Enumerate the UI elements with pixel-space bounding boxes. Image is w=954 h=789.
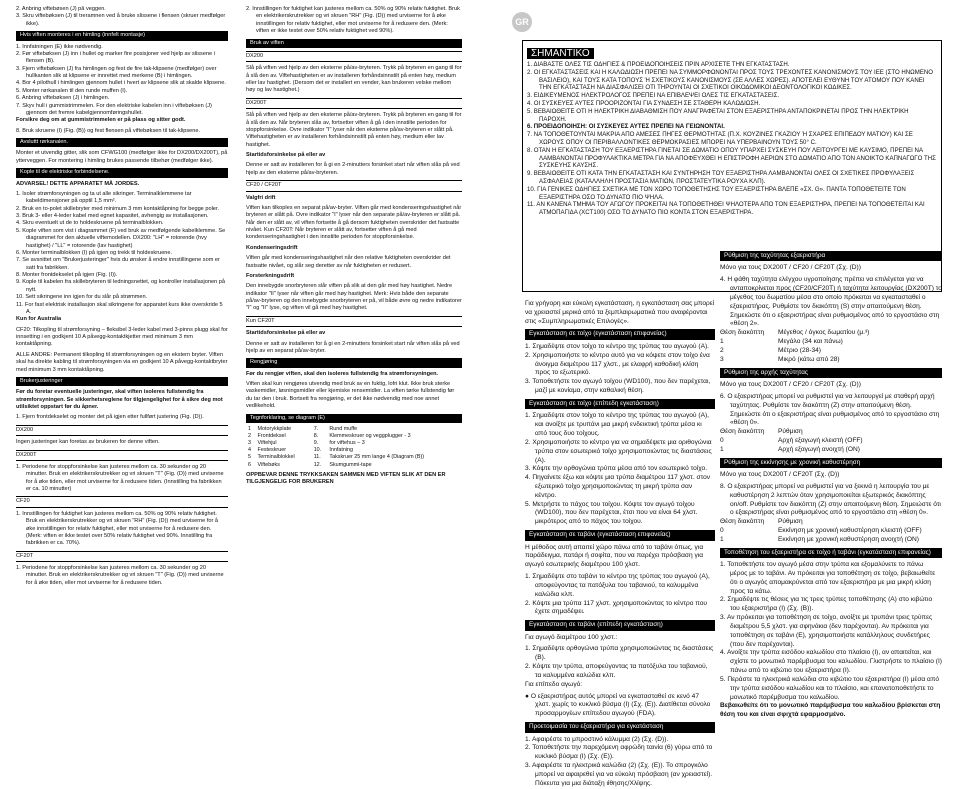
- table-cell: Μικρό (κάτω από 28): [778, 355, 840, 363]
- section-header: Tegnforklaring, se diagram (E): [246, 414, 462, 423]
- list-item: 3. Αφαιρέστε τα ηλεκτρικά καλώδια (2) (Σχ. (E)). Το σπρογκόλο μπορεί να αφαιρεθεί για να εύκολη πρόσβαση (αν χρειαστεί). Πόκευτα για μια διάταξη ιίθησης/Χλίψης.: [525, 762, 713, 787]
- bold-paragraph: Kun for Australia: [16, 316, 62, 323]
- table-cell: 11.: [313, 454, 321, 461]
- list-item: 9. Kople til kabelen fra skillebryteren til ledningsnettet, og kontroller installasjonen på nytt.: [16, 279, 225, 293]
- paragraph: ALLE ANDRE: Permanent tilkopling til strømforsyningen og en ekstern bryter. Viften skal ha direkte kabling til strømforsyningen via en godkjent 10 A påvegg-kontaktbryter med minimum 3 mm kontaktåpning.: [16, 351, 228, 373]
- table-cell: 2: [720, 346, 724, 354]
- table-cell: 1: [720, 445, 724, 453]
- paragraph: Ingen justeringer kan foretas av brukeren for denne viften.: [16, 439, 160, 446]
- table-row: [246, 426, 462, 433]
- section-header: Ρύθμιση της ταχύτητας εξαεριστήρα: [720, 251, 942, 261]
- list-item: 2. Κόψτε την τρύπα, αποφεύγοντας τα πατόξυλα του ταβανιού, τα καλυμμένα καλώδια κλπ.: [525, 663, 708, 679]
- bold-paragraph: Forsikre deg om at gummistrimmelen er på plass og sitter godt.: [16, 117, 186, 124]
- section-header: CF20T: [16, 551, 228, 562]
- section-header: DX200T: [16, 450, 228, 461]
- section-header: Brukerjusteringer: [16, 377, 228, 386]
- section-header: DX200: [246, 51, 462, 62]
- table-cell: Viftehjul: [257, 440, 277, 447]
- table-cell: Skumgummi-tape: [329, 461, 372, 468]
- list-item: 5. Μετρήστε το πάχος του τοίχου. Κόψτε τον αγωγό τοίχου (WD100), που δεν παρέχεται, έτσι που να είναι 64 χλστ. μικρότερος από το πάχος του τοίχου.: [525, 500, 698, 526]
- bold-paragraph: Før du foretar eventuelle justeringer, skal viften isoleres fullstendig fra strømforsyningen. Se sikkerhetsreglene for tilgjengelighet for å sikre deg mot utilsiktet oppstart før du åpner.: [16, 389, 223, 410]
- list-item: 1. Periodene for stoppforsinkelse kan justeres mellom ca. 30 sekunder og 20 minutter. Bruk en elektrikerskrutrekker og vri skruen "T" (Fig. (D)) med urviserne for å øke tiden, eller mot urviserne for å redusere tiden. (Innstilling fra fabrikken er ca. 10 minutter): [16, 463, 224, 492]
- list-item: 5. Monter rørkanalen til den runde muffen (I).: [16, 87, 128, 94]
- table-cell: 6: [248, 461, 251, 468]
- bold-paragraph: Før du rengjør viften, skal den isoleres fullstendig fra strømforsyningen.: [246, 370, 439, 377]
- list-item: 3. Fjern viftebøksen (J) fra himlingen og fest de fire tak-klipsene (medfølger) over hullkanten slik at klipsene er innrettet med merkene (B) i himlingen.: [16, 65, 217, 79]
- list-item: 1. Σημαδέψτε ορθογώνια τρύπα χρησιμοποιώντας τις διαστάσεις (B).: [525, 645, 714, 662]
- section-header: Kun CF20T: [246, 316, 462, 327]
- paragraph: Denne er satt av installeren for å gi en 2-minutters forsinket start når viften slås på ved hjelp av en separat på/av-bryter.: [246, 340, 460, 354]
- bold-paragraph: Valgfri drift: [246, 194, 276, 201]
- section-header: Εγκατάσταση σε ταβάνι (εγκατάσταση επιφανείας): [525, 530, 715, 540]
- list-item: 1. Fjern frontdekselet og monter det på igjen etter fullført justering (Fig. (D)).: [16, 414, 204, 421]
- important-item: 3. ΕΙΔΙΚΕΥΜΕΝΟΣ ΗΛΕΚΤΡΟΛΟΓΟΣ ΠΡΕΠΕΙ ΝΑ ΕΠΙΒΛΕΨΕΙ ΟΛΕΣ ΤΙΣ ΕΓΚΑΤΑΣΤΑΣΕΙΣ.: [527, 92, 780, 100]
- table-cell: 9.: [313, 440, 319, 447]
- list-item: 1. Σημαδέψτε στον τοίχο το κέντρο της τρύπας του αγωγού (A).: [525, 342, 709, 350]
- section-header: Avsluttt rørkanalen.: [16, 138, 228, 147]
- column-norwegian-2: [246, 6, 462, 489]
- column-greek-1: [525, 300, 715, 789]
- list-item: 2. Χρησιμοποιήστε το κέντρο αυτό για να κόψετε στον τοίχο ένα άνοιγμα διαμέτρου 117 χλστ., με ελαφρή καθοδική κλίση προς το εξωτερικό.: [525, 351, 710, 377]
- section-header: DX200T: [246, 98, 462, 109]
- section-header: Εγκατάσταση σε τοίχο (επίπεδη εγκατάσταση): [525, 399, 715, 409]
- list-item: 2. Σημαδέψτε τις θέσεις για τις τρεις τρύπες τοποθέτησης (A) στο κιβώτιο του εξαεριστήρα (I) (Σχ. (B)).: [720, 596, 933, 613]
- section-header: DX200: [16, 425, 228, 436]
- settings-table: [720, 428, 942, 454]
- table-cell: 2: [248, 433, 251, 439]
- section-header: Εγκατάσταση σε ταβάνι (επίπεδη εγκατάσταση): [525, 620, 715, 630]
- section-header: Hvis viften monteres i en himling (innfelt montasje): [16, 31, 228, 40]
- table-cell: Θέση διακόπτη: [720, 518, 765, 526]
- list-item: 8. Bruk skruene (I) (Fig. (B)) og fest flensen på viftebøksen til tak-klipsene.: [16, 127, 201, 134]
- parts-table: [246, 426, 462, 469]
- table-cell: Ρύθμιση: [778, 518, 803, 526]
- section-header: Rengjøring: [246, 358, 462, 367]
- table-cell: Terminalblokkel: [257, 454, 295, 461]
- paragraph: Slå på viften ved hjelp av den eksterne på/av-bryteren. Trykk på bryteren en gang til for å slå den av. Viftehastigheten er av installeren forhåndsinnstilt på enten høy, medium eller lav hastighet. (Dersom det er installert en vender, kan brukeren velske mellom høy og lav hastighet.): [246, 65, 462, 94]
- table-cell: 1: [720, 338, 724, 346]
- important-item: 7. ΝΑ ΤΟΠΟΘΕΤΟΥΝΤΑΙ ΜΑΚΡΙΑ ΑΠΟ ΑΜΕΣΕΣ ΠΗΓΕΣ ΘΕΡΜΟΤΗΤΑΣ (Π.Χ. ΚΟΥΖΙΝΕΣ ΓΚΑΖΙΟΥ Ή ΣΧΑΡΕΣ ΕΠΙΠΕΔΟΥ ΜΑΤΙΟΥ) ΚΑΙ ΣΕ ΧΩΡΟΥΣ ΟΠΟΥ ΟΙ ΠΕΡΙΒΑΛΛΟΝΤΙΚΕΣ ΘΕΡΜΟΚΡΑΣΙΕΣ ΜΠΟΡΕΙ ΝΑ ΥΠΕΡΒΑΙΝΟΥΝ ΤΟΥΣ 50° C.: [527, 131, 913, 146]
- section-header: CF20: [16, 496, 228, 507]
- table-cell: 0: [720, 436, 724, 444]
- list-item: 1. Isoler strømforsyningen og ta ut alle sikringer. Terminalklemmene tar kabeldimensjoner på opptil 1,5 mm².: [16, 190, 192, 205]
- table-cell: Αρχή εξαγωγή κλειστή (OFF): [778, 436, 863, 444]
- paragraph: Μόνο για τους DX200T / CF20T (Σχ. (D)): [720, 471, 840, 479]
- list-item: 10. Sett sikringene inn igjen for du slår på strømmen.: [16, 294, 148, 301]
- table-row: [246, 462, 462, 469]
- table-cell: Μέτριο (28-34): [778, 346, 822, 354]
- table-cell: Ρύθμιση: [778, 428, 803, 436]
- section-header: Ρύθμιση της αρχής ταχύτητας: [720, 368, 942, 378]
- bold-paragraph: Startidsforsinkelse på eller av: [246, 152, 326, 158]
- list-item: 1. Αφαιρέστε το μπροστινό κάλυμμα (2) (Σχ. (D)).: [525, 735, 669, 743]
- list-item: 3. Bruk 3- eller 4-leder kabel med egnet kapasitet, avhengig av installasjonen.: [16, 213, 209, 219]
- paragraph: Slå på viften ved hjelp av den eksterne på/av-bryteren. Trykk på bryteren en gang til for å slå den av. Når bryteren slås av, fortsetter viften å gå i den innstilte perioden for stoppforsinkelse. Ovre indikator "I" lyser når den eksterne på/av-bryteren er slått på. Viftehastigheten er av installeren forhåndsinnstilt på enten høy, medium eller lav hastighet.: [246, 112, 462, 148]
- table-cell: Viftebøks: [257, 461, 280, 468]
- table-cell: 4: [248, 447, 251, 454]
- paragraph: Monter et utvendig gitter, slik som CFWG100 (medfølger ikke for DX200/DX200T), på ytterveggen. For montering i himling brukes passende tilbehør (medfølger ikke).: [16, 150, 228, 164]
- paragraph: Μόνο για τους DX200T / CF20 / CF20T (Σχ. (D)): [720, 381, 861, 389]
- paragraph: Viften kan tilkoples en separat på/av-bryter. Viften går med kondenseringshastighet når bryteren er slått på. Ovre indikator "I" lyser når den separate på/av-bryteren er slått på. Når den er slått av, vil viften fortsette å gå dersom fuktigheten overskrider det fastsatte nivået. Kun CF20T: Når bryteren er slått av, fortsetter viften å gå med kondenseringshastighet i den innstilte perioden for stoppforsinkelse.: [246, 204, 462, 241]
- bold-paragraph: Startidsforsinkelse på eller av: [246, 330, 326, 337]
- list-item: 3. Τοποθετήστε τον αγωγό τοίχου (WD100), που δεν παρέχεται, μαζί με κονίαμα, στην καθαλική θέση.: [525, 378, 711, 395]
- paragraph: Viften går med kondenseringshastighet når den relative fuktigheten overskrider det fastsatte nivået, og slår seg deretter av når fuktigheten er redusert.: [246, 255, 451, 269]
- list-item: 2. Τοποθετήστε την παρεχόμενη αφρώδη ταινία (6) γύρω από το κυκλικό βύσμα (I) (Σχ. (E)).: [525, 744, 713, 761]
- paragraph: Denne er satt av installeren for å gi en 2-minutters forsinket start når viften slås på ved hjelp av den eksterne på/av-bryteren.: [246, 162, 460, 176]
- list-item: 1. Τοποθετήστε τον αγωγό μέσα στην τρύπα και εξομαλύνετε το πάνω μέρος με το ταβάνι. Αν πρόκειται για τοποθέτηση σε τοίχο, βεβαιωθείτε ότι ο αγωγός απομακρύνεται από τον εξαεριστήρα με μια μικρή κλίση προς τα κάτω.: [720, 561, 936, 595]
- list-item: 8. Monter frontdekselet på igjen (Fig. (I)).: [16, 272, 118, 278]
- list-item: 1. Periodene for stoppforsinkelse kan justeres mellom ca. 30 sekunder og 20 minutter. Bruk en elektrikerskrutrekker og vri skruen "T" (Fig. (D)) med urviserne for å øke tiden, eller mot urviserne for å redusere tiden.: [16, 565, 224, 586]
- paragraph: Η μέθοδος αυτή απαιτεί χώρο πάνω από το ταβάνι όπως, για παράδειγμα, πατάρι ή σοφίτα, που να παρέχει πρόσβαση για αγωγό εσωτερικής διαμέτρου 100 χλστ.: [525, 543, 704, 569]
- important-item: 2. ΟΙ ΕΓΚΑΤΑΣΤΑΣΕΙΣ ΚΑΙ Η ΚΑΛΩΔΙΩΣΗ ΠΡΕΠΕΙ ΝΑ ΣΥΜΜΟΡΦΩΝΟΝΤΑΙ ΠΡΟΣ ΤΟΥΣ ΤΡΕΧΟΝΤΕΣ ΚΑΝΟΝΙΣΜΟΥΣ ΤΟΥ ΙΕΕ (ΣΤΟ ΗΝΩΜΕΝΟ ΒΑΣΙΛΕΙΟ), ΚΑΙ ΤΟΥΣ ΚΑΤΑ ΤΟΠΟΥΣ Ή ΣΧΕΤΙΚΟΥΣ ΚΑΝΟΝΙΣΜΟΥΣ (ΣΕ ΑΛΛΕΣ ΧΩΡΕΣ). ΑΠΟΤΕΛΕΙ ΕΥΘΥΝΗ ΤΟΥ ΑΤΟΜΟΥ ΠΟΥ ΚΑΝΕΙ ΤΗΝ ΕΓΚΑΤΑΣΤΑΣΗ ΝΑ ΔΙΑΣΦΑΛΙΣΕΙ ΟΤΙ ΤΗΡΟΥΝΤΑΙ ΟΙ ΣΧΕΤΙΚΟΙ ΟΙΚΟΔΟΜΙΚΟΙ ΔΕΟΝΤΟΛΟΓΙΚΟΙ ΚΩΔΙΚΕΣ.: [527, 68, 934, 92]
- bold-paragraph: Βεβαιωθείτε ότι το μονωτικό παρέμβυσμα του καλωδίου βρίσκεται στη θέση του και είναι σφιχτά εφαρμοσμένο.: [720, 702, 941, 719]
- list-item: 3. Κόψτε την ορθογώνια τρύπα μέσα από τον εσωτερικό τοίχο.: [525, 465, 708, 473]
- paragraph: Viften skal kun rengjøres utvendig med bruk av en fuktig, lofri klut. Ikke bruk sterke vaskemidler, løsningsmidler eller kjemiske rensemidler. La viften tørke fullstendig før du tar den i bruk. Bortsett fra rengjøring, er det ikke nødvendig med noe annet vedlikehold.: [246, 381, 455, 410]
- paragraph: Μόνο για τους DX200T / CF20 / CF20T (Σχ. (D)): [720, 264, 861, 272]
- important-item: 4. ΟΙ ΣΥΣΚΕΥΕΣ ΑΥΤΕΣ ΠΡΟΟΡΙΖΟΝΤΑΙ ΓΙΑ ΣΥΝΔΕΣΗ ΣΕ ΣΤΑΘΕΡΗ ΚΑΛΩΔΙΩΣΗ.: [527, 99, 761, 107]
- table-cell: Rund muffe: [329, 425, 358, 432]
- table-cell: 3: [720, 355, 724, 363]
- section-header: Kople til de elektriske forbindelsene.: [16, 168, 228, 177]
- important-title: ΣΗΜΑΝΤΙΚΟ: [527, 48, 594, 59]
- list-item: 2. Κόψτε μια τρύπα 117 χλστ. χρησιμοποιώντας το κέντρο που έχετε σημαδέψει.: [525, 599, 707, 616]
- settings-table: [720, 518, 942, 544]
- list-item: 4. Πηγαίνετε έξω και κόψτε μια τρύπα διαμέτρου 117 χλστ. στον εξωτερικό τοίχο χρησιμοποιώντας τη μικρή τρύπα σαν κέντρο.: [525, 474, 711, 499]
- table-cell: Frontdeksel: [257, 433, 286, 439]
- parts-note: OPPBEVAR DENNE TRYKKSAKEN SAMMEN MED VIFTEN SLIK AT DEN ER TILGJENGELIG FOR BRUKEREN: [246, 471, 446, 485]
- list-item: 1. Innstillingen for fuktighet kan justeres mellom ca. 50% og 90% relativ fuktighet. Bruk en elektrikerskrutrekker og vri skruen "RH" (Fig. (D)) med urviserne for å øke innstillingen for relativ fuktighet, eller mot urviserne for å redusere den. (Merk: viften er ikke testet over 50% relativ fuktighet ved 90%. Innstilling fra fabrikken er ca. 70%).: [16, 510, 219, 547]
- table-cell: 1: [248, 425, 251, 432]
- important-item: 8. ΟΤΑΝ Η ΕΓΚΑΤΑΣΤΑΣΗ ΤΟΥ ΕΞΑΕΡΙΣΤΗΡΑ ΓΙΝΕΤΑΙ ΣΕ ΔΩΜΑΤΙΟ ΟΠΟΥ ΥΠΑΡΧΕΙ ΣΥΣΚΕΥΗ ΠΟΥ ΛΕΙΤΟΥΡΓΕΙ ΜΕ ΚΑΥΣΙΜΟ, ΠΡΕΠΕΙ ΝΑ ΛΑΜΒΑΝΟΝΤΑΙ ΠΡΟΦΥΛΑΚΤΙΚΑ ΜΕΤΡΑ ΓΙΑ ΝΑ ΑΠΟΦΕΥΧΘΕΙ Η ΕΠΙΣΤΡΟΦΗ ΑΕΡΙΩΝ ΣΤΟ ΔΩΜΑΤΙΟ ΑΠΟ ΤΟΝ ΑΝΟΙΚΤΟ ΚΑΠΝΑΓΩΓΟ ΤΗΣ ΣΥΣΚΕΥΗΣ ΚΑΥΣΗΣ.: [527, 146, 936, 170]
- table-cell: 1: [720, 535, 724, 543]
- table-cell: Εκκίνηση με χρονική καθυστέρηση κλειστή (OFF): [778, 527, 922, 535]
- table-cell: 7.: [313, 425, 319, 432]
- paragraph: Den innebygde snorbryteren slår viften på slik at den går med høy hastighet. Nedre indikator "II" lyser når viften går med høy hastighet. Merk: Hvis både den separate på/av-bryteren og den innebygde snorbryteren er på, vil både øvre og nedre indikatorer "I" og "II" lyse, og viften vil gå med høy hastighet.: [246, 283, 462, 312]
- table-cell: Festeskruer: [257, 447, 287, 454]
- table-cell: Μέγεθος / όγκος δωματίου (μ.³): [778, 329, 870, 337]
- table-cell: Takskruer 25 mm lange 4 (Diagram (B)): [329, 454, 425, 461]
- table-row: [246, 454, 462, 461]
- language-badge-gr: GR: [512, 12, 532, 32]
- settings-table: [720, 329, 942, 364]
- bold-paragraph: Forsterkningsdrift: [246, 272, 295, 279]
- table-cell: Klemmeskruer og veggplugger - 3: [329, 433, 411, 439]
- section-header: Προετοιμασία του εξαεριστήρα για εγκατάσταση: [525, 722, 715, 732]
- list-item: 5. Kople viften som vist i diagrammet (F) ved bruk av medfølgende kabelklemme. Se diagrammet for den aktuelle viftemodellen. DX200: "LH" = rotorende (hvy hastighet) / "LL" = rotorende (lav hastighet): [16, 227, 226, 249]
- table-cell: 10.: [313, 447, 322, 454]
- paragraph: Για αγωγό διαμέτρου 100 χλστ.:: [525, 633, 618, 641]
- list-item: ● Ο εξαεριστήρας αυτός μπορεί να εγκατασταθεί σε κενό 47 χλστ. χωρίς το κυκλικό βύσμα (I) (Σχ. (E)). Διατίθεται σύνολο προσαρμογέων επίπεδου αγωγού (FDA).: [525, 692, 711, 718]
- table-cell: 3: [248, 440, 251, 447]
- section-header: Ρύθμιση της εκκίνησης με χρονική καθυστέρηση: [720, 458, 942, 468]
- list-item: 3. Αν πρόκειται για τοποθέτηση σε τοίχο, ανοίξτε με τρυπάνι τρεις τρύπες διαμέτρου 5,5 χλστ. για σφηνάκια (δεν παρέχονται). Αν πρόκειται για τοποθέτηση σε ταβάνι (E), χρησιμοποιήστε κατάλληλους συνδετήρες (που δεν παρέχονται).: [720, 614, 933, 648]
- section-header: Εγκατάσταση σε τοίχο (εγκατάσταση επιφανείας): [525, 329, 715, 339]
- list-item: 1. Σημαδέψτε στο ταβάνι το κέντρο της τρύπας του αγωγού (A), αποφεύγοντας τα πατόξυλα του ταβανιού, τα καλυμμένα καλώδια κλπ.: [525, 573, 710, 598]
- table-cell: Αρχή εξαγωγή ανοιχτή (ON): [778, 445, 860, 453]
- important-item: 10. ΓΙΑ ΓΕΝΙΚΕΣ ΟΔΗΓΙΕΣ ΣΧΕΤΙΚΑ ΜΕ ΤΟΝ ΧΩΡΟ ΤΟΠΟΘΕΤΗΣΗΣ ΤΟΥ ΕΞΑΕΡΙΣΤΗΡΑ ΒΛΕΠΕ «ΣΧ. G». ΠΑΝΤΑ ΤΟΠΟΘΕΤΕΙΤΕ ΤΟΝ ΕΞΑΕΡΙΣΤΗΡΑ ΟΣΟ ΤΟ ΔΥΝΑΤΟ ΠΙΟ ΨΗΛΑ.: [527, 185, 906, 201]
- list-item: 2. Før viftebøksen (J) inn i hullet og marker fire posisjoner ved hjelp av slissene i flensen (B).: [16, 50, 215, 65]
- list-item: 4. Η φάθη ταχύτητα ελέγχου υγροποίησης πρέπει να επιλέγεται για να ανταποκρίνεται προς (CF20/CF20T) ή ταχύτητα λειτουργίας (DX200T) το μέγεθος του δωματίου μέσα στο οποίο πρόκειται να εγκατασταθεί ο εξαεριστήρας. Ρυθμίστε τον διακόπτη (S) στην απαιτούμενη θέση. Σημειώστε ότι ο εξαεριστήρας είναι ρυθμισμένος από το εργοστάσιο στη «θέση 2».: [720, 276, 942, 328]
- list-item: 6. Ο εξαεριστήρας μπορεί να ρυθμιστεί για να λειτουργεί με σταθερή αρχή ταχύτητας. Ρυθμίστε τον διακόπτη (Z) στην απαιτούμενη θέση. Σημειώστε ότι ο εξαεριστήρας είναι ρυθμισμένος από το εργοστάσιο στη «θέση 0».: [720, 392, 940, 427]
- list-item: 4. Ανοίξτε την τρύπα εισόδου καλωδίου στο πλαίσιο (I), αν απαιτείται, και σχίστε το μονωτικό παρέμβυσμα του καλωδίου. Γλιστρήστε το πλαίσιο (I) πάνω από το κιβώτιο του εξαεριστήρα (I).: [720, 649, 942, 675]
- paragraph: Για επίπεδο αγωγό:: [525, 680, 583, 688]
- important-list: [527, 61, 937, 217]
- paragraph: CF20: Tilkopling til strømforsyning – fleksibel 3-leder kabel med 3-pinns plugg skal for innsetting i en godkjent 10 A påvegg-kontaktkjetter med minimum 3 mm kontaktåpning.: [16, 326, 228, 348]
- table-row: [246, 447, 462, 454]
- list-item: 2. Χρησιμοποιήστε το κέντρο για να σημαδέψετε μια οριθογώνια τρύπα στον εσωτερικό τοίχο χρησιμοποιώντας τις διαστάσεις (A).: [525, 438, 712, 464]
- table-cell: 12.: [313, 461, 322, 468]
- list-item: 4. Bor 4 pilothull i himlingen gjennom hullet i hvert av klipsene slik at skalde klipsene.: [16, 80, 226, 87]
- list-item: 2. Innstillingen for fuktighet kan justeres mellom ca. 50% og 90% relativ fuktighet. Bruk en elektrikerskrutrekker og vri skruen "RH" (Fig. (D)) med urviserne for å øke innstillingen for relativ fuktighet, eller mot urviserne for å redusere den. (Merk: viften er ikke testet over 50% relativ fuktighet ved 90%).: [246, 6, 460, 35]
- table-cell: Θέση διακόπτη: [720, 329, 765, 337]
- column-greek-2: [720, 248, 942, 723]
- list-item: 4. Skru eventuelt ut de to holdeskruene på terminalblokken.: [16, 220, 164, 227]
- table-cell: Innfatning: [329, 447, 354, 454]
- table-row: [246, 440, 462, 447]
- list-item: 6. Monter terminalblokken (I) på igjen og trekk til holdeskruene.: [16, 249, 173, 256]
- paragraph: Για γρήγορη και εύκολη εγκατάσταση, η εγκατάσταση σας μπορεί να χρειαστεί μερικά από τα ξεμπλαιρωματικά που αναφέρονται στις «Συμπληρωματικές Επιλογές».: [525, 300, 715, 325]
- list-item: 7. Se avsnittet om "Brukerjusteringer" hvis du ønsker å endre innstillingene som er satt fra fabrikken.: [16, 257, 220, 271]
- list-item: 1. Σημαδέψτε στον τοίχο το κέντρο της τρύπας του αγωγού (A), και ανοίξτε με τρυπάνι μια μικρή ενδεικτική τρύπα μέσα κι από τους δυο τοίχους.: [525, 412, 709, 438]
- list-item: 3. Skru viftebøksen (J) til treramnen ved å bruke slissene i flensen (skruer medfølger ikke).: [16, 13, 226, 27]
- important-item: 1. ΔΙΑΒΑΣΤΕ ΟΛΕΣ ΤΙΣ ΟΔΗΓΙΕΣ & ΠΡΟΕΙΔΟΠΟΙΗΣΕΙΣ ΠΡΙΝ ΑΡΧΙΣΕΤΕ ΤΗΝ ΕΓΚΑΤΑΣΤΑΣΗ.: [527, 61, 790, 68]
- bold-paragraph: ADVARSEL! DETTE APPARATET MÅ JORDES.: [16, 180, 140, 187]
- important-item: 6. ΠΡΟΕΙΔΟΠΟΙΗΣΗ: ΟΙ ΣΥΣΚΕΥΕΣ ΑΥΤΕΣ ΠΡΕΠΕΙ ΝΑ ΓΕΙΩΝΟΝΤΑΙ.: [527, 123, 725, 131]
- table-row: [246, 433, 462, 440]
- list-item: 6. Anbring viftebøksen (J) i himlingen.: [16, 95, 110, 102]
- table-cell: Εκκίνηση με χρονική καθυστέρηση ανοιχτή (ON): [778, 535, 919, 543]
- important-item: 11. ΑΝ ΚΑΝΕΝΑ ΤΜΗΜΑ ΤΟΥ ΑΓΩΓΟΥ ΠΡΟΚΕΙΤΑΙ ΝΑ ΤΟΠΟΘΕΤΗΘΕΙ ΨΗΛΟΤΕΡΑ ΑΠΟ ΤΟΝ ΕΞΑΕΡΙΣΤΗΡΑ, ΠΡΕΠΕΙ ΝΑ ΤΟΠΟΘΕΤΕΙΤΑΙ ΚΑΙ ΑΤΜΟΠΑΓΙΔΑ (ΧCT100) ΟΣΟ ΤΟ ΔΥΝΑΤΟ ΠΙΟ ΚΟΝΤΑ ΣΤΟΝ ΕΞΑΕΡΙΣΤΗΡΑ.: [527, 201, 925, 217]
- table-cell: Μεγάλο (34 και πάνω): [778, 338, 843, 346]
- section-header: CF20 / CF20T: [246, 180, 462, 191]
- list-item: 2. Bruk en to-polet skillebryter med minimum 3 mm kontaktåpning for begge poler.: [16, 205, 220, 212]
- table-cell: Θέση διακόπτη: [720, 428, 765, 436]
- important-item: 9. ΒΕΒΑΙΩΘΕΙΤΕ ΟΤΙ ΚΑΤΑ ΤΗΝ ΕΓΚΑΤΑΣΤΑΣΗ ΚΑΙ ΣΥΝΤΗΡΗΣΗ ΤΟΥ ΕΞΑΕΡΙΣΤΗΡΑ ΛΑΜΒΑΝΟΝΤΑΙ ΟΛΕΣ ΟΙ ΣΧΕΤΙΚΕΣ ΠΡΟΦΥΛΑΞΕΙΣ ΑΣΦΑΛΕΙΑΣ (ΚΑΤΑΛΛΗΛΗ ΠΡΟΣΤΑΣΙΑ ΜΑΤΙΩΝ, ΠΡΟΣΤΑΤΕΥΤΙΚΑ ΡΟΥΧΑ ΚΛΠ).: [527, 170, 915, 185]
- table-cell: Motorykkplate: [257, 425, 292, 432]
- table-cell: for viftehus – 3: [329, 440, 365, 447]
- list-item: 1. Innfatningen (E) ikke nødvendig.: [16, 43, 103, 50]
- list-item: 5. Περάστε τα ηλεκτρικά καλώδια στο κιβώτιο του εξαεριστήρα (I) μέσα από την τρύπα εισόδου καλωδίου και το πλαίσιο, και επανατοποθετήστε το μονωτικό παρέμβυσμα του καλωδίου.: [720, 675, 940, 701]
- important-item: 5. ΒΕΒΑΙΩΘΕΙΤΕ ΟΤΙ Η ΗΛΕΚΤΡΙΚΗ ΔΙΑΒΑΘΜΙΣΗ ΠΟΥ ΑΝΑΓΡΑΦΕΤΑΙ ΣΤΟΝ ΕΞΑΕΡΙΣΤΗΡΑ ΑΝΤΑΠΟΚΡΙΝΕΤΑΙ ΠΡΟΣ ΤΗΝ ΗΛΕΚΤΡΙΚΗ ΠΑΡΟΧΗ.: [527, 107, 909, 123]
- list-item: 11. For fast elektrisk installasjon skal sikringene for apparatet kurs ikke overskride 5 A.: [16, 301, 223, 315]
- bold-paragraph: Kondenseringsdrift: [246, 244, 298, 251]
- list-item: 7. Skyv hull i gummistrimmelen. For den elektriske kabelen inn i viftebøksen (J) gjennom det fremre kabelgjennomføringshullet.: [16, 102, 212, 116]
- column-norwegian-1: [16, 6, 228, 587]
- list-item: 2. Anbring viftebøsen (J) på veggen.: [16, 6, 106, 12]
- list-item: 8. Ο εξαεριστήρας μπορεί να ρυθμιστεί για να ξεκινά η λειτουργία του με καθυστέρηση 2 λεπτών όταν χρησιμοποιείται εξωτερικός διακόπτης on/off. Ρυθμίστε τον διακόπτη (Z) στην απαιτούμενη θέση. Σημειώστε ότι ο εξαεριστήρας είναι ρυθμισμένος από το εργοστάσιο στη «θέση 0».: [720, 482, 941, 517]
- section-header: Bruk av viften: [246, 39, 462, 48]
- table-cell: 5: [248, 454, 251, 461]
- table-cell: 0: [720, 527, 724, 535]
- table-cell: 8.: [313, 433, 319, 439]
- section-header: Τοποθέτηση του εξαεριστήρα σε τοίχο ή ταβάνι (εγκατάσταση επιφανείας): [720, 548, 942, 558]
